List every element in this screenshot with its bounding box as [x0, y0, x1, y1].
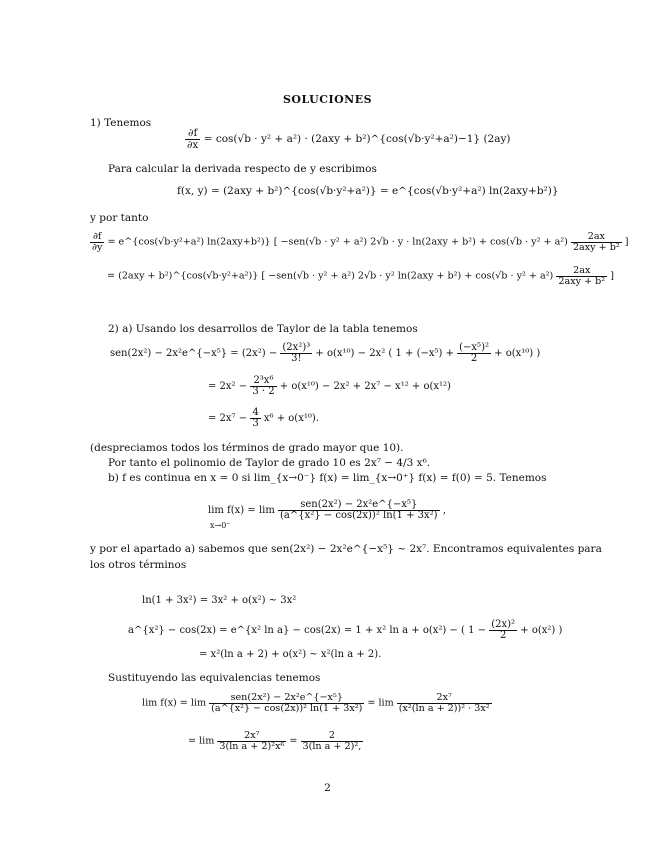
- s1-eq: = lim: [367, 697, 394, 709]
- taylor-frac2: [457, 343, 491, 364]
- taylor3-post: x⁶ + o(x¹⁰).: [263, 413, 319, 424]
- lim-lhs: lim f(x) = lim: [208, 505, 275, 516]
- frac-den: 3!: [291, 353, 302, 364]
- frac-den: (a^{x²} − cos(2x))² ln(1 + 3x²): [280, 510, 438, 521]
- taylor-end: + o(x¹⁰) ): [494, 348, 541, 359]
- eq3-line2-body: = (2axy + b²)^{cos(√b·y²+a²)} [ −sen(√b · y² + a²) 2√b · y² ln(2axy + b²) + cos(√b · y² + a²): [107, 270, 554, 282]
- frac-den: 2axy + b²: [572, 241, 620, 253]
- eq3-line1-body: = e^{cos(√b·y²+a²) ln(2axy+b²)} [ −sen(√b · y² + a²) 2√b · y · ln(2axy + b²) + cos(√b · y² + a²): [107, 236, 568, 248]
- partial-fx-fraction: [185, 128, 200, 150]
- taylor3-frac: [250, 408, 260, 429]
- taylor-lhs: sen(2x²) − 2x²e^{−x⁵} = (2x²) −: [110, 348, 278, 359]
- page-number: 2: [324, 782, 331, 794]
- eq3-line2-fraction: [556, 266, 607, 286]
- part2-intro-a: 2) a) Usando los desarrollos de Taylor de la tabla tenemos: [108, 323, 418, 335]
- partial-fy-fraction: [90, 232, 104, 252]
- taylor-mid: + o(x¹⁰) − 2x² ( 1 + (−x⁵) +: [315, 348, 454, 359]
- taylor-line2: [208, 376, 451, 397]
- lim-subscript: x→0⁻: [210, 521, 231, 530]
- frac-den: 3: [252, 418, 259, 429]
- y-por-tanto: y por tanto: [90, 212, 149, 224]
- equiv2-pre: a^{x²} − cos(2x) = e^{x² ln a} − cos(2x) = 1 + x² ln a + o(x²) − ( 1 −: [128, 625, 487, 636]
- part1-eq3-line2: [107, 266, 614, 286]
- frac-num: 2: [301, 731, 364, 742]
- substitution-line1: [142, 693, 492, 713]
- frac-den: 3 · 2: [252, 386, 275, 397]
- frac-num: (−x⁵)²: [459, 342, 489, 353]
- frac-num: ∂f: [90, 232, 104, 243]
- frac-den: (x²(ln a + 2))² · 3x²: [398, 702, 490, 714]
- equiv2-frac: [489, 620, 517, 641]
- taylor-frac1: [280, 343, 312, 364]
- equiv2-post: + o(x²) ): [520, 625, 563, 636]
- eq1-rhs: = cos(√b · y² + a²) · (2axy + b²)^{cos(√b·y²+a²)−1} (2ay): [203, 133, 511, 145]
- eq3-line1-fraction: [571, 232, 622, 252]
- s2-eq: =: [289, 735, 298, 747]
- taylor-line1: [110, 343, 540, 364]
- part1-intro: 1) Tenemos: [90, 117, 152, 129]
- frac-den: 2: [499, 630, 507, 641]
- equiv-a-cos: [128, 620, 562, 641]
- part1-eq3-line1: [90, 232, 629, 252]
- taylor2-post: + o(x¹⁰) − 2x² + 2x⁷ − x¹² + o(x¹²): [279, 381, 451, 392]
- por-tanto: Por tanto el polinomio de Taylor de grado 10 es 2x⁷ − 4/3 x⁶.: [108, 457, 431, 469]
- s1-frac: [209, 693, 364, 713]
- frac-den: 2axy + b²: [558, 275, 606, 287]
- desprecio: (despreciamos todos los términos de grado mayor que 10).: [90, 442, 404, 454]
- equiv-ln: ln(1 + 3x²) = 3x² + o(x²) ~ 3x²: [142, 595, 297, 606]
- s2-pre: = lim: [188, 735, 215, 747]
- frac-den: ∂y: [92, 241, 103, 253]
- s2-frac: [217, 731, 286, 751]
- part2-intro-b: b) f es continua en x = 0 si lim_{x→0⁻} f(x) = lim_{x→0⁺} f(x) = f(0) = 5. Tenemos: [108, 472, 547, 484]
- frac-num: sen(2x²) − 2x²e^{−x⁵}: [209, 693, 364, 704]
- frac-den: 2: [470, 353, 478, 364]
- frac-num: 4: [252, 407, 259, 418]
- sustituyendo-text: Sustituyendo las equivalencias tenemos: [108, 672, 321, 684]
- closing-bracket: ]: [610, 270, 614, 282]
- taylor2-frac: [250, 376, 276, 397]
- taylor-line3: [208, 408, 319, 429]
- substitution-line2: [188, 731, 363, 751]
- part1-para: Para calcular la derivada respecto de y escribimos: [108, 163, 377, 175]
- frac-den: 3(ln a + 2)²x⁶: [219, 740, 285, 752]
- frac-num: 2x⁷: [397, 693, 492, 704]
- frac-num: 2x⁷: [217, 731, 286, 742]
- frac-num: ∂f: [185, 128, 200, 140]
- page-title: SOLUCIONES: [282, 93, 373, 106]
- s1-frac2: [397, 693, 492, 713]
- frac-den: 3(ln a + 2)²,: [302, 740, 362, 752]
- s1-lhs: lim f(x) = lim: [142, 697, 207, 709]
- frac-num: (2x²)³: [282, 342, 311, 353]
- frac-num: 2ax: [571, 232, 622, 243]
- otros-text: los otros términos: [90, 559, 187, 571]
- limit-expression: [208, 500, 446, 521]
- frac-den: ∂x: [187, 138, 199, 151]
- frac-num: 2ax: [556, 266, 607, 277]
- s2-frac2: [301, 731, 364, 751]
- taylor3-pre: = 2x⁷ −: [208, 413, 248, 424]
- frac-num: 2³x⁶: [250, 376, 276, 387]
- frac-num: (2x)²: [491, 619, 516, 630]
- closing-bracket: ]: [624, 236, 629, 248]
- frac-num: sen(2x²) − 2x²e^{−x⁵}: [278, 500, 440, 511]
- comma: ,: [442, 505, 446, 516]
- frac-den: (a^{x²} − cos(2x))² ln(1 + 3x²): [211, 702, 363, 714]
- equiv-result: = x²(ln a + 2) + o(x²) ~ x²(ln a + 2).: [199, 649, 382, 660]
- part1-eq1: [185, 128, 511, 150]
- apartado-text: y por el apartado a) sabemos que sen(2x²) − 2x²e^{−x⁵} ~ 2x⁷. Encontramos equivalentes para: [90, 543, 602, 555]
- part1-eq2: f(x, y) = (2axy + b²)^{cos(√b·y²+a²)} = e^{cos(√b·y²+a²) ln(2axy+b²)}: [177, 185, 559, 197]
- taylor2-pre: = 2x² −: [208, 381, 248, 392]
- lim-frac: [278, 500, 440, 521]
